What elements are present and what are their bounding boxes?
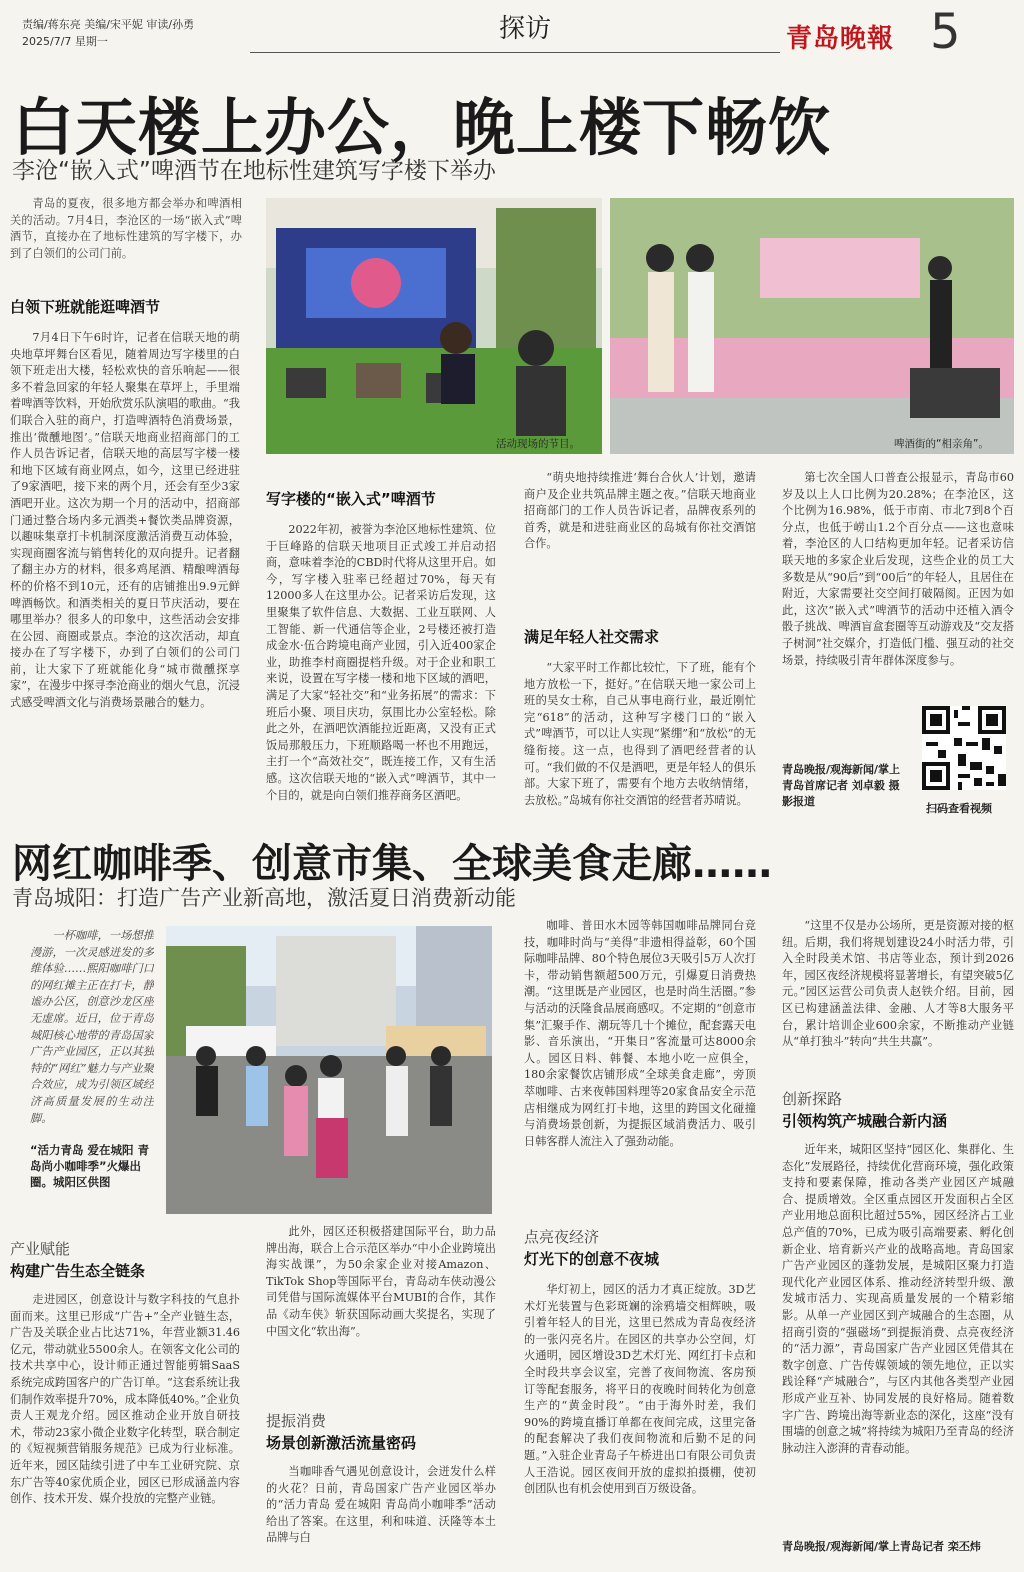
- story2-photo-caption: “活力青岛 爱在城阳 青岛尚小咖啡季”火爆出圈。城阳区供图: [30, 1143, 150, 1189]
- editor-meta: [22, 16, 194, 50]
- story1-column-4: 第七次全国人口普查公报显示，青岛市60岁及以上人口比例为20.28%；在李沧区，这个比例为16.98%，低于市南、市北7到8个百分点，也低于崂山1.2个百分点——这也意味着，李沧区的人口结构更加年轻。记者采访信联天地的多家企业后发现，这些企业的员工大多数是从“90后”到“00后”的年轻人，且居住在附近，大家需要社交空间打破隔阂。正因为如此，这次“嵌入式”啤酒节的活动中还植入酒令骰子挑战、啤酒盲盒套圈等互动游戏及“交友搭子树洞”社交媒介，打造低门槛、强互动的社交场景，持续吸引青年群体深度参与。: [782, 471, 1014, 667]
- qr-code[interactable]: [922, 706, 1006, 790]
- story1-column-1: 7月4日下午6时许，记者在信联天地的萌央地草坪舞台区看见，随着周边写字楼里的白领下班走出大楼，轻松欢快的音乐响起——很多不着急回家的年轻人聚集在草坪上，手里端着啤酒等饮料，开始欣赏乐队演唱的歌曲。“我们联合入驻的商户，打造啤酒特色消费场景，推出‘微醺地图’。”信联天地商业招商部门的工作人员告诉记者，信联天地的高层写字楼一楼和地下区域有商业网点，如今，这里已经进驻了9家酒吧，接下来的两个月，还会有至少3家酒吧开业。这次为期一个月的活动中，招商部门通过整合场内多元酒类+餐饮类品牌资源，以趣味集章打卡机制深度激活消费互动体验，实现商圈客流与销售转化的双向提升。记者翻了翻主办方的材料，很多鸡尾酒、精酿啤酒每杯的价格不到10元，还有的店铺推出9.9元鲜啤酒畅饮。和酒类相关的夏日节庆活动，要在哪里举办？很多人的印象中，这些活动会安排在公园、商圈或景点。李沧的这次活动，却直接办在了写字楼下，办到了白领们的公司门前，让大家下了班就能化身“城市微醺探享家”，在漫步中探寻李沧商业的烟火气息，沉浸式感受啤酒文化与消费场景融合的魅力。: [10, 331, 240, 710]
- story1-column-3b: “大家平时工作都比较忙，下了班，能有个地方放松一下，挺好。”在信联天地一家公司上班的吴女士称，自己从事电商行业，最近刚忙完“618”的活动，这种写字楼门口的“嵌入式”啤酒节，可以让人实现“紧绷”和“放松”的无缝衔接。这一点，也得到了酒吧经营者的认可。“我们做的不仅是酒吧，更是年轻人的俱乐部。大家下班了，需要有个地方去收纳情绪，去放松。”岛城有你社交酒馆的经营者苏晴说。: [524, 661, 756, 807]
- header-rule: [250, 52, 780, 53]
- photo2-caption: 啤酒街的“相亲角”。: [894, 438, 989, 450]
- story2-kicker-3: 点亮夜经济: [524, 1228, 600, 1246]
- story2-column-4b: 近年来，城阳区坚持“园区化、集群化、生态化”发展路径，持续优化营商环境，强化政策支持和要素保障，推动各类产业园区产城融合、提质增效。全区重点园区开发面积占全区产业用地总面积比超过55%，园区经济占工业总产值的70%，已成为吸引高端要素、孵化创新企业、培育新兴产业的战略高地。青岛国家广告产业园区的蓬勃发展，是城阳区聚力打造现代化产业园区体系、推动经济转型升级、激发城市活力、实现高质量发展的一个精彩缩影。从单一产业园区到产城融合的生态圈，从招商引资的“强磁场”到提振消费、点亮夜经济的“活力源”，青岛国家广告产业园区凭借其在数字创意、广告传媒领域的领先地位，正以实践诠释“产城融合”，与区内其他各类型产业园形成产业互补、协同发展的良好格局。随着数字广告、跨境出海等新业态的深化，这座“没有围墙的创意之城”将持续为城阳乃至青岛的经济脉动注入澎湃的青春动能。: [782, 1143, 1014, 1455]
- story1-subhead-2: 写字楼的“嵌入式”啤酒节: [266, 490, 436, 508]
- story2-column-4a: “这里不仅是办公场所，更是资源对接的枢纽。后期，我们将规划建设24小时活力带，引入全时段美术馆、书店等业态，预计到2026年，园区夜经济规模将显著增长，有望突破5亿元。”园区运营公司负责人赵铁介绍。目前，园区已构建涵盖法律、金融、人才等8大服务平台，累计培训企业600余家，不断推动产业链从“单打独斗”转向“共生共赢”。: [782, 919, 1014, 1049]
- story2-column-3b: 华灯初上，园区的活力才真正绽放。3D艺术灯光装置与色彩斑斓的涂鸦墙交相辉映，吸引着年轻人的目光，这里已然成为青岛夜经济的一张闪亮名片。在园区的共享办公空间，灯火通明，园区增设3D艺术灯光、网红打卡点和全时段共享会议室，完善了夜间物流、客房预订等配套服务，将平日的夜晚时间转化为创意生产的“黄金时段”。“由于海外时差，我们90%的跨境直播订单都在夜间完成，这里完备的配套解决了我们夜间物流和后勤不足的问题。”入驻企业青岛子午桥进出口有限公司负责人王浩说。园区夜间开放的虚拟拍摄棚，使初创团队也有机会使用到百万级设备。: [524, 1283, 756, 1496]
- story1-column-3a: “萌央地持续推进‘舞台合伙人’计划，邀请商户及企业共筑品牌主题之夜。”信联天地商业招商部门的工作人员告诉记者，品牌夜系列的首秀，就是和进驻商业区的岛城有你社交酒馆合作。: [524, 471, 756, 551]
- story2-column-3: 咖啡、普田水木园等韩国咖啡品牌同台竞技，咖啡时尚与“美得”非遗相得益彰，60个国际咖啡品牌、80个特色展位3天吸引5万人次打卡，带动销售额超500万元，引爆夏日消费热潮。“这里既是产业园区，也是时尚生活圈。”参与活动的沃隆食品展商感叹。不定期的“创意市集”汇聚手作、潮玩等几十个摊位，配套露天电影、音乐演出，“开集日”客流量可达8000余人。园区日料、韩餐、本地小吃一应俱全，180余家餐饮店铺形成“全球美食走廊”，旁顶萃咖啡、古来夜韩国料理等20家食品安全示范店相继成为网红打卡地，这里的跨国文化碰撞与消费场景创新，为提振区域消费活力、吸引日韩客群人流注入了强劲动能。: [524, 919, 756, 1148]
- photo1-caption: 活动现场的节目。: [496, 438, 580, 450]
- page-number: 5: [930, 4, 961, 60]
- date-line: 2025/7/7 星期一: [22, 35, 108, 48]
- qr-caption: 扫码查看视频: [926, 802, 992, 815]
- story2-kicker-4: 创新探路: [782, 1090, 843, 1108]
- story2-subhead-3: 灯光下的创意不夜城: [524, 1250, 660, 1268]
- story1-headline: 白天楼上办公，晚上楼下畅饮: [12, 91, 832, 164]
- story1-subheadline: 李沧“嵌入式”啤酒节在地标性建筑写字楼下举办: [12, 158, 496, 184]
- story1-subhead-1: 白领下班就能逛啤酒节: [10, 298, 161, 316]
- newspaper-logo: 青岛晚報: [786, 24, 895, 54]
- story1-photo-stage: [266, 198, 602, 454]
- story2-subheadline: 青岛城阳：打造广告产业新高地，激活夏日消费新动能: [12, 886, 516, 910]
- story2-subhead-2: 场景创新激活流量密码: [266, 1434, 417, 1452]
- story2-kicker-2: 提振消费: [266, 1412, 327, 1430]
- qr-code-icon: [922, 706, 1006, 790]
- story2-subhead-4: 引领构筑产城融合新内涵: [782, 1112, 948, 1130]
- story2-column-1: 走进园区，创意设计与数字科技的气息扑面而来。这里已形成“广告+”全产业链生态，广告及关联企业占比达71%，年营业额31.46亿元，带动就业5500余人。在领客文化公司的技术共享中心，设计师正通过智能剪辑SaaS系统完成跨国客户的广告订单。“这套系统让我们制作效率提升70%，成本降低40%。”企业负责人王观龙介绍。园区推动企业开放自研技术，带动23家小微企业数字化转型，联合制定的《短视频营销服务规范》已成为行业标准。近年来，园区陆续引进了中车工业研究院、京东广告等40家优质企业，园区已形成涵盖内容创作、技术开发、媒介投放的完整产业链。: [10, 1293, 240, 1506]
- section-title: 探访: [498, 14, 551, 44]
- story2-headline: 网红咖啡季、创意市集、全球美食走廊……: [12, 841, 772, 887]
- story2-subhead-1: 构建广告生态全链条: [10, 1262, 146, 1280]
- story1-subhead-3: 满足年轻人社交需求: [524, 628, 660, 646]
- story2-column-2: 此外，园区还积极搭建国际平台，助力品牌出海，联合上合示范区举办“中小企业跨境出海实战课”，为50余家企业对接Amazon、TikTok Shop等国际平台，青岛动车侠动漫公司凭借与国际流媒体平台MUBI的合作，其作品《动车侠》斩获国际动画大奖提名，实现了中国文化“软出海”。: [266, 1225, 496, 1338]
- story2-column-2b: 当咖啡香气遇见创意设计，会迸发什么样的火花？日前，青岛国家广告产业园区举办的“活力青岛 爱在城阳 青岛尚小咖啡季”活动给出了答案。在这里，利和味道、沃隆等本土品牌与白: [266, 1465, 496, 1545]
- story2-lead: 一杯咖啡，一场想推漫游，一次灵感迸发的多维体验……熙阳咖啡门口的网红摊主正在打卡，静谧办公区，创意沙龙区座无虚席。近日，位于青岛城阳核心地带的青岛国家广告产业园区，正以其独特的“网红”魅力与产业聚合效应，成为引领区域经济高质量发展的生动注脚。: [30, 929, 154, 1125]
- story1-photo-street: [610, 198, 1014, 454]
- story2-byline: 青岛晚报/观海新闻/掌上青岛记者 栾丕炜: [782, 1540, 981, 1553]
- street-photo-illustration: [610, 198, 1014, 454]
- story1-lead: 青岛的夏夜，很多地方都会举办和啤酒相关的活动。7月4日，李沧区的一场“嵌入式”啤酒节，直接办在了地标性建筑的写字楼下，办到了白领们的公司门前。: [10, 197, 242, 260]
- editor-line: 责编/蒋东亮 美编/宋平妮 审读/孙勇: [22, 18, 195, 31]
- market-photo-illustration: [166, 926, 492, 1214]
- story2-kicker-1: 产业赋能: [10, 1240, 71, 1258]
- story1-column-2: 2022年初，被誉为李沧区地标性建筑、位于巨峰路的信联天地项目正式竣工并启动招商，意味着李沧的CBD时代将从这里开启。如今，写字楼入驻率已经超过70%，每天有12000多人在这里办公。记者采访后发现，这里聚集了软件信息、大数据、工业互联网、人工智能、新一代通信等企业，2号楼还被打造成金水·伍合跨境电商产业园，引入近400家企业，助推李村商圈提档升级。对于企业和职工来说，设置在写字楼一楼和地下区域的酒吧，满足了大家“轻社交”和“业务拓展”的需求：下班后小聚、项目庆功，氛围比办公室轻松。除此之外，在酒吧饮酒能拉近距离，又没有正式饭局那般压力，下班顺路喝一杯也不用跑远，主打一个“高效社交”，既连接工作，又有生活感。这次信联天地的“嵌入式”啤酒节，其中一个目的，就是向白领们推荐商务区酒吧。: [266, 523, 496, 802]
- story2-photo-market: [166, 926, 492, 1214]
- story1-byline: 青岛晚报/观海新闻/掌上青岛首席记者 刘卓毅 摄影报道: [782, 763, 901, 808]
- stage-photo-illustration: [266, 198, 602, 454]
